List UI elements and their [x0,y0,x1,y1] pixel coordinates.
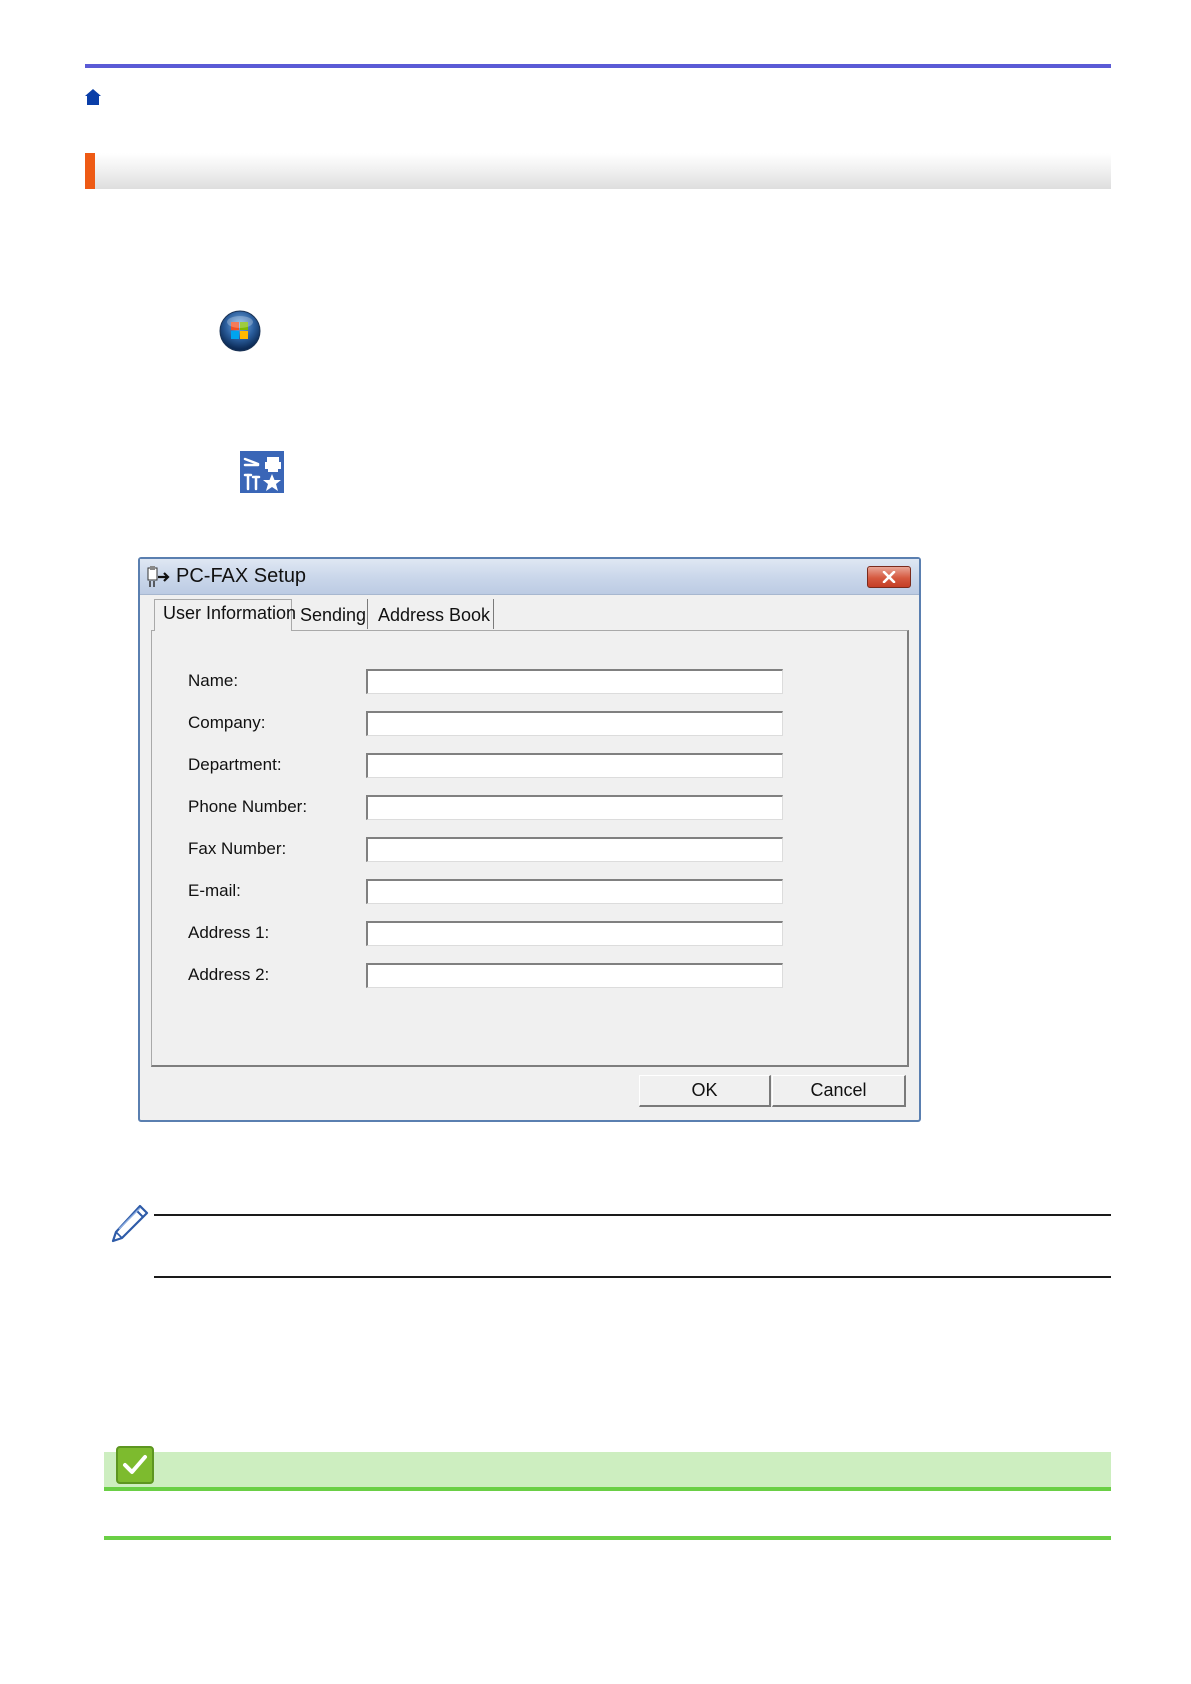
address-1-field[interactable] [366,921,783,946]
close-icon [882,571,896,583]
top-rule [85,64,1111,68]
department-field[interactable] [366,753,783,778]
phone-number-field[interactable] [366,795,783,820]
address-2-label: Address 2: [188,965,270,984]
related-information-bar [104,1452,1111,1488]
section-header [85,153,1111,189]
fax-number-label: Fax Number: [188,839,287,858]
close-button[interactable] [867,566,911,588]
tab-address-book[interactable]: Address Book [372,599,494,629]
cancel-button[interactable]: Cancel [772,1075,906,1107]
email-label: E-mail: [188,881,241,900]
windows-start-icon [219,310,261,352]
home-icon[interactable] [84,88,102,106]
company-label: Company: [188,713,266,732]
note-rule-top [154,1214,1111,1216]
note-rule-bottom [154,1276,1111,1278]
phone-number-label: Phone Number: [188,797,308,816]
dialog-titlebar[interactable] [140,559,919,595]
email-field[interactable] [366,879,783,904]
related-information-rule [104,1487,1111,1491]
name-label: Name: [188,671,239,690]
check-icon [116,1446,154,1484]
department-label: Department: [188,755,282,774]
tab-user-information[interactable]: User Information [154,599,292,631]
address-1-label: Address 1: [188,923,270,942]
company-field[interactable] [366,711,783,736]
control-panel-icon [240,451,284,493]
pencil-note-icon [110,1203,150,1243]
tab-sending[interactable]: Sending [294,599,368,629]
ok-button[interactable]: OK [639,1075,771,1107]
bottom-rule [104,1536,1111,1540]
section-header-accent [85,153,95,189]
address-2-field[interactable] [366,963,783,988]
pc-fax-icon [146,565,172,589]
dialog-title: PC-FAX Setup [176,565,307,587]
name-field[interactable] [366,669,783,694]
user-information-panel [151,630,909,1067]
pc-fax-setup-dialog [138,557,921,1122]
fax-number-field[interactable] [366,837,783,862]
